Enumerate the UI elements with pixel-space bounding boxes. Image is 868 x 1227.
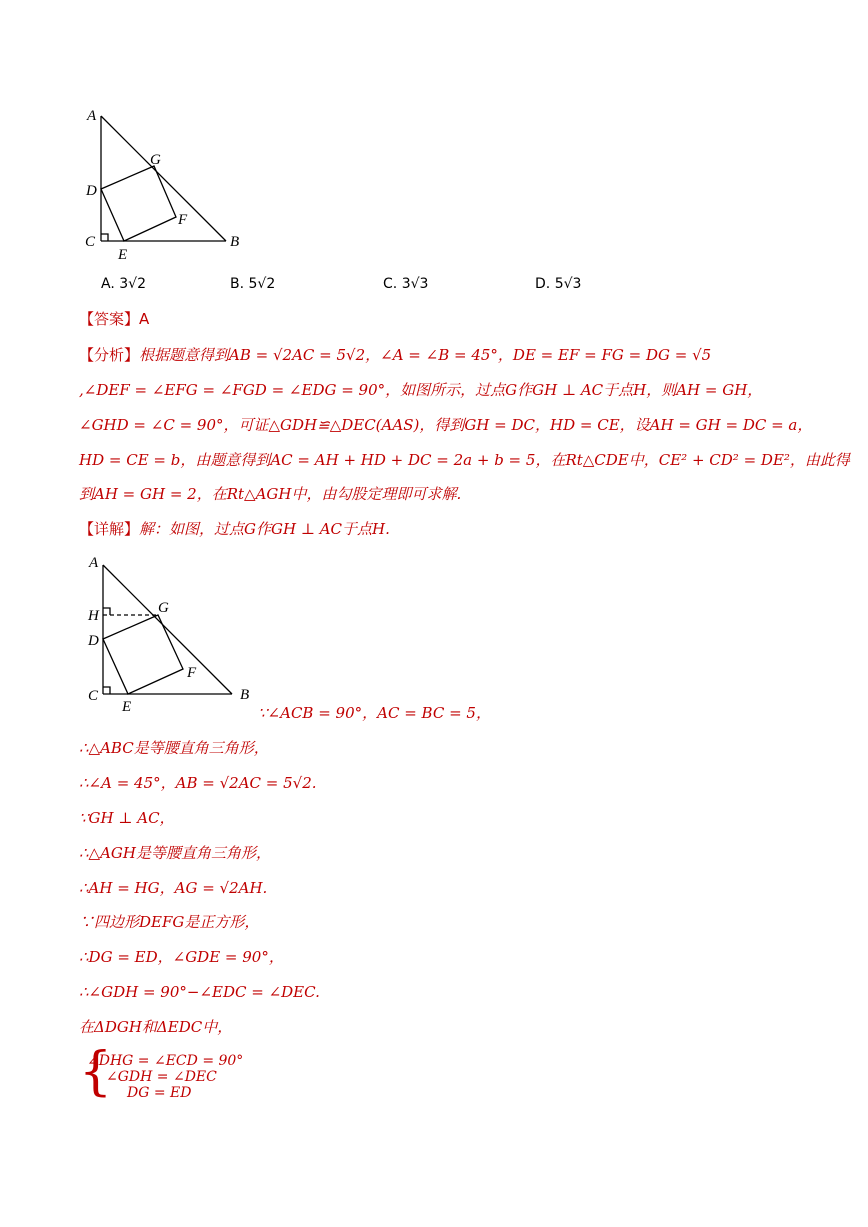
analysis-tag: 【分析】 <box>79 346 140 364</box>
detail-step-1: ∴△ABC是等腰直角三角形， <box>79 739 269 757</box>
choice-b <box>230 276 275 292</box>
detail-intro: 解：如图，过点G作GH ⊥ AC于点H. <box>139 520 390 538</box>
analysis-line-2: ,∠DEF = ∠EFG = ∠FGD = ∠EDG = 90°，如图所示，过点G作GH ⊥ AC于点H，则AH = GH， <box>79 381 763 399</box>
left-brace: { <box>79 1042 113 1102</box>
label-b: B <box>240 687 250 703</box>
choice-c-label: C. <box>383 276 398 292</box>
choice-c-value: 3√3 <box>401 276 429 292</box>
analysis-text-1: 根据题意得到AB = √2AC = 5√2，∠A = ∠B = 45°，DE = EF = FG = DG = √5 <box>139 346 712 364</box>
label-f: F <box>187 665 197 681</box>
label-g: G <box>150 152 161 168</box>
label-a: A <box>89 555 99 571</box>
right-angle-mark <box>101 234 108 241</box>
label-e: E <box>122 699 132 715</box>
right-angle-mark-h <box>103 608 110 615</box>
choice-a <box>101 276 146 292</box>
answer-line <box>79 309 149 329</box>
right-angle-mark-c <box>103 687 110 694</box>
system-row-1: ∠DHG = ∠ECD = 90° <box>87 1053 244 1069</box>
choice-d-label: D. <box>535 276 551 292</box>
detail-step-6: ∵四边形DEFG是正方形， <box>79 913 260 931</box>
label-b: B <box>230 234 240 250</box>
square-defg <box>103 615 183 694</box>
detail-step-7: ∴DG = ED，∠GDE = 90°， <box>79 948 284 966</box>
square-defg <box>101 166 176 241</box>
choice-b-value: 5√2 <box>248 276 276 292</box>
analysis-line-4: HD = CE = b，由题意得到AC = AH + HD + DC = 2a + b = 5，在Rt△CDE中，CE² + CD² = DE²，由此得 <box>79 451 850 469</box>
detail-step-2: ∴∠A = 45°，AB = √2AC = 5√2. <box>79 774 317 792</box>
detail-step-5: ∴AH = HG，AG = √2AH. <box>79 879 268 897</box>
label-f: F <box>178 212 188 228</box>
detail-step-9: 在ΔDGH和ΔEDC中， <box>79 1018 233 1036</box>
choice-c <box>383 276 428 292</box>
analysis-line-3: ∠GHD = ∠C = 90°，可证△GDH≌△DEC(AAS)，得到GH = DC，HD = CE，设AH = GH = DC = a， <box>79 416 813 434</box>
segment-ab <box>103 565 232 694</box>
choice-d <box>535 276 581 292</box>
answer-tag: 【答案】 <box>79 310 140 328</box>
label-e: E <box>118 247 128 263</box>
label-h: H <box>88 608 99 624</box>
label-c: C <box>88 688 99 704</box>
detail-step-4: ∴△AGH是等腰直角三角形， <box>79 844 271 862</box>
label-c: C <box>85 234 96 250</box>
choice-a-value: 3√2 <box>119 276 146 292</box>
choice-d-value: 5√3 <box>554 276 582 292</box>
system-row-2: ∠GDH = ∠DEC <box>106 1069 217 1085</box>
label-d: D <box>86 183 97 199</box>
detail-tag: 【详解】 <box>79 520 140 538</box>
analysis-line-5: 到AH = GH = 2，在Rt△AGH中，由勾股定理即可求解. <box>79 485 462 503</box>
choice-a-label: A. <box>101 276 115 292</box>
answer-value: A <box>139 310 150 328</box>
label-a: A <box>87 108 97 124</box>
choice-b-label: B. <box>230 276 245 292</box>
system-row-3: DG = ED <box>127 1085 192 1101</box>
detail-step-3: ∵GH ⊥ AC， <box>79 809 175 827</box>
analysis-line-1 <box>79 345 711 365</box>
label-g: G <box>158 600 169 616</box>
detail-step-8: ∴∠GDH = 90°−∠EDC = ∠DEC. <box>79 983 320 1001</box>
detail-after-figure: ∵∠ACB = 90°，AC = BC = 5， <box>258 704 491 722</box>
equation-system <box>79 1042 299 1104</box>
detail-intro-line <box>79 519 390 539</box>
figure-2 <box>80 548 270 718</box>
figure-1 <box>80 100 260 265</box>
label-d: D <box>88 633 99 649</box>
